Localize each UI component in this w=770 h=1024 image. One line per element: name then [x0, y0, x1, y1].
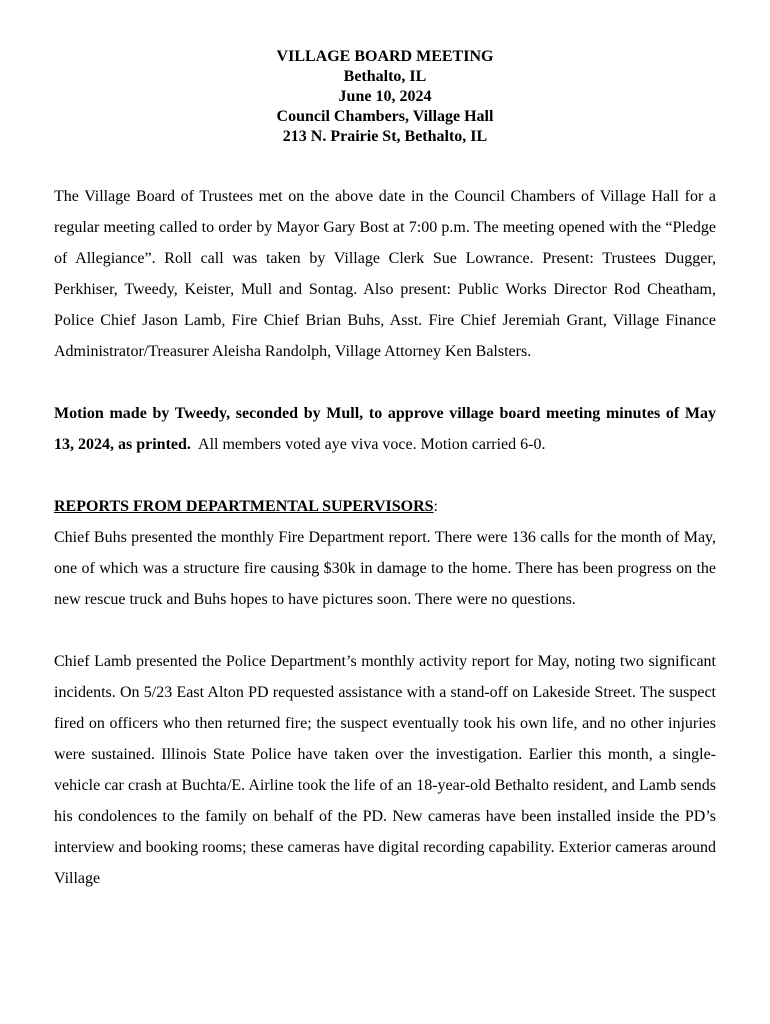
- meeting-title: VILLAGE BOARD MEETING: [276, 48, 494, 65]
- reports-heading: REPORTS FROM DEPARTMENTAL SUPERVISORS: [54, 498, 434, 515]
- motion-statement: Motion made by Tweedy, seconded by Mull, to approve village board meeting minutes of May 13, 2024, as printed.: [54, 405, 716, 453]
- reports-section: [54, 491, 716, 615]
- meeting-address: 213 N. Prairie St, Bethalto, IL: [282, 128, 488, 145]
- meeting-date: June 10, 2024: [338, 88, 432, 105]
- motion-result: All members voted aye viva voce. Motion carried 6-0.: [198, 436, 546, 453]
- police-report-paragraph: Chief Lamb presented the Police Department’s monthly activity report for May, noting two significant incidents. On 5/23 East Alton PD requested assistance with a stand-off on Lakeside Street. The suspect fired on officers who then returned fire; the suspect eventually took his own life, and no other injuries were sustained. Illinois State Police have taken over the investigation. Earlier this month, a single-vehicle car crash at Buchta/E. Airline took the life of an 18-year-old Bethalto resident, and Lamb sends his condolences to the family on behalf of the PD. New cameras have been installed inside the PD’s interview and booking rooms; these cameras have digital recording capability. Exterior cameras around Village: [54, 653, 716, 887]
- reports-heading-line: [54, 491, 716, 522]
- intro-paragraph: The Village Board of Trustees met on the above date in the Council Chambers of Village Hall for a regular meeting called to order by Mayor Gary Bost at 7:00 p.m. The meeting opened with the “Pledge of Allegiance”. Roll call was taken by Village Clerk Sue Lowrance. Present: Trustees Dugger, Perkhiser, Tweedy, Keister, Mull and Sontag. Also present: Public Works Director Rod Cheatham, Police Chief Jason Lamb, Fire Chief Brian Buhs, Asst. Fire Chief Jeremiah Grant, Village Finance Administrator/Treasurer Aleisha Randolph, Village Attorney Ken Balsters.: [54, 188, 716, 360]
- fire-report-paragraph: Chief Buhs presented the monthly Fire Department report. There were 136 calls for the month of May, one of which was a structure fire causing $30k in damage to the home. There has been progress on the new rescue truck and Buhs hopes to have pictures soon. There were no questions.: [54, 529, 716, 608]
- meeting-location: Bethalto, IL: [343, 68, 427, 85]
- reports-heading-colon: :: [433, 498, 438, 515]
- document-header: [54, 0, 716, 147]
- meeting-venue: Council Chambers, Village Hall: [276, 108, 494, 125]
- motion-paragraph: [54, 398, 716, 460]
